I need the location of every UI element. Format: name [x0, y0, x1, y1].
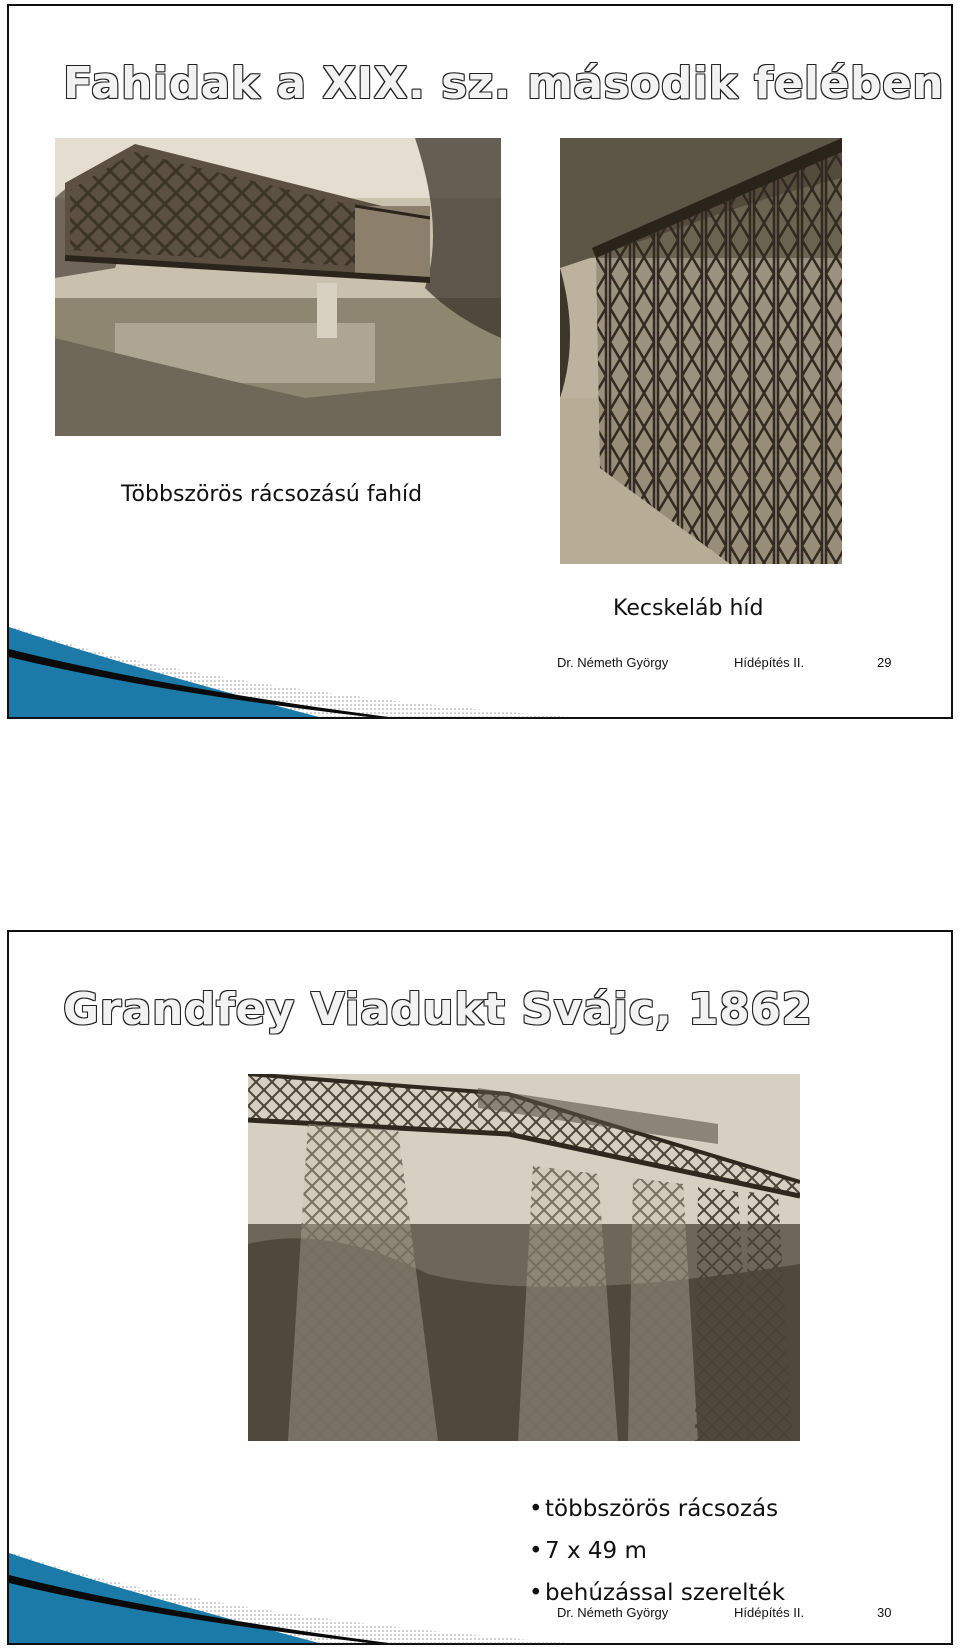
bullet-marker: •	[529, 1580, 543, 1606]
corner-decoration	[9, 1513, 569, 1643]
slide-29	[7, 4, 953, 719]
caption-trestle-bridge: Kecskeláb híd	[613, 596, 764, 621]
bullet-marker: •	[529, 1496, 543, 1522]
slide-30	[7, 930, 953, 1645]
covered-lattice-bridge-photo	[55, 138, 501, 436]
page-number: 29	[877, 655, 892, 670]
grandfey-viaduct-photo	[248, 1074, 800, 1441]
caption-lattice-bridge: Többszörös rácsozású fahíd	[121, 482, 423, 507]
footer-course: Hídépítés II.	[734, 1605, 805, 1620]
trestle-bridge-photo	[560, 138, 842, 564]
corner-decoration	[9, 587, 569, 717]
footer-author: Dr. Németh György	[557, 1605, 669, 1620]
footer-course: Hídépítés II.	[734, 655, 805, 670]
list-item: • behúzással szerelték	[529, 1572, 785, 1614]
footer-author: Dr. Németh György	[557, 655, 669, 670]
slide-title: Fahidak a XIX. sz. második felében	[63, 58, 945, 109]
list-item: • 7 x 49 m	[529, 1530, 785, 1572]
slide-title: Grandfey Viadukt Svájc, 1862	[63, 984, 813, 1035]
page-number: 30	[877, 1605, 892, 1620]
bullet-marker: •	[529, 1538, 543, 1564]
list-item: • többszörös rácsozás	[529, 1488, 785, 1530]
